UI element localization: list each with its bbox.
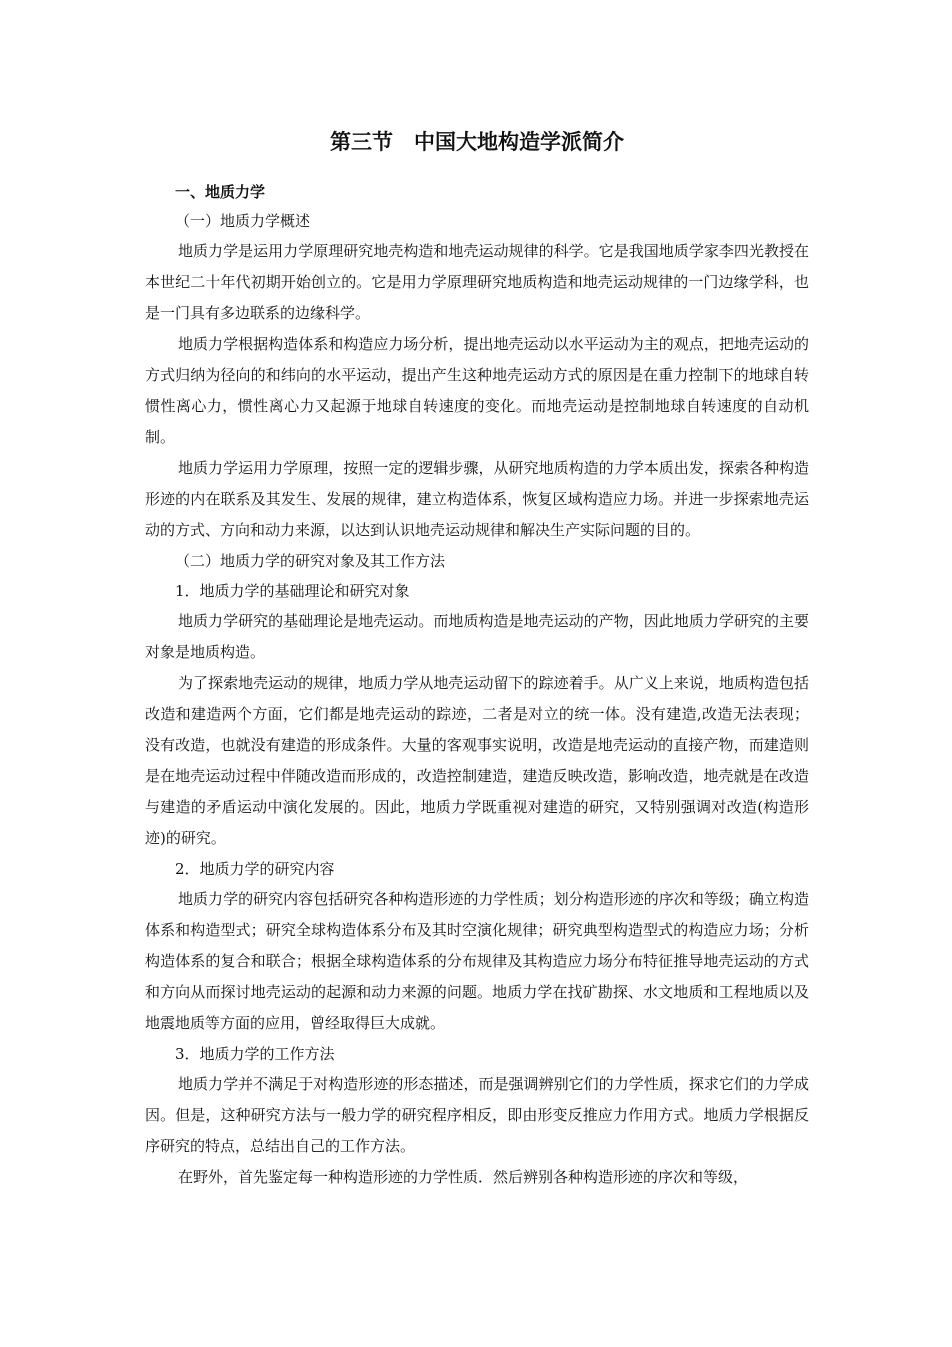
item-heading-2: 2．地质力学的研究内容 — [175, 860, 335, 878]
paragraph-1: 地质力学是运用力学原理研究地壳构造和地壳运动规律的科学。它是我国地质学家李四光教授在本世纪二十年代初期开始创立的。它是用力学原理研究地质构造和地壳运动规律的一门边缘学科，也是一门具有多边联系的边缘科学。 — [145, 242, 809, 322]
paragraph-8: 在野外，首先鉴定每一种构造形迹的力学性质．然后辨别各种构造形迹的序次和等级， — [178, 1168, 749, 1186]
paragraph-5: 为了探索地壳运动的规律，地质力学从地壳运动留下的踪迹着手。从广义上来说，地质构造包括改造和建造两个方面，它们都是地壳运动的踪迹，二者是对立的统一体。没有建造,改造无法表现；没有改造，也就没有建造的形成条件。大量的客观事实说明，改造是地壳运动的直接产物，而建造则是在地壳运动过程中伴随改造而形成的，改造控制建造，建造反映改造，影响改造，地壳就是在改造与建造的矛盾运动中演化发展的。因此，地质力学既重视对建造的研究，又特别强调对改造(构造形迹)的研究。 — [145, 674, 809, 847]
paragraph-6: 地质力学的研究内容包括研究各种构造形迹的力学性质；划分构造形迹的序次和等级；确立构造体系和构造型式；研究全球构造体系分布及其时空演化规律；研究典型构造型式的构造应力场；分析构造体系的复合和联合；根据全球构造体系的分布规律及其构造应力场分布特征推导地壳运动的方式和方向从而探讨地壳运动的起源和动力来源的问题。地质力学在找矿勘探、水文地质和工程地质以及地震地质等方面的应用，曾经取得巨大成就。 — [145, 890, 809, 1032]
section-heading-geomechanics: 一、地质力学 — [175, 183, 266, 201]
document-body — [145, 120, 809, 1193]
item-heading-3: 3．地质力学的工作方法 — [175, 1045, 335, 1063]
paragraph-7: 地质力学并不满足于对构造形迹的形态描述，而是强调辨别它们的力学性质，探求它们的力学成因。但是，这种研究方法与一般力学的研究程序相反，即由形变反推应力作用方式。地质力学根据反序研究的特点，总结出自己的工作方法。 — [145, 1075, 809, 1155]
paragraph-4: 地质力学研究的基础理论是地壳运动。而地质构造是地壳运动的产物，因此地质力学研究的主要对象是地质构造。 — [145, 612, 809, 661]
page-title: 第三节 中国大地构造学派简介 — [330, 129, 624, 154]
subsection-heading-research-objects: （二）地质力学的研究对象及其工作方法 — [175, 552, 446, 570]
subsection-heading-overview: （一）地质力学概述 — [175, 212, 311, 230]
paragraph-3: 地质力学运用力学原理，按照一定的逻辑步骤，从研究地质构造的力学本质出发，探索各种构造形迹的内在联系及其发生、发展的规律，建立构造体系，恢复区域构造应力场。并进一步探索地壳运动的方式、方向和动力来源，以达到认识地壳运动规律和解决生产实际问题的目的。 — [145, 459, 809, 539]
paragraph-2: 地质力学根据构造体系和构造应力场分析，提出地壳运动以水平运动为主的观点，把地壳运动的方式归纳为径向的和纬向的水平运动，提出产生这种地壳运动方式的原因是在重力控制下的地球自转惯性离心力，惯性离心力又起源于地球自转速度的变化。而地壳运动是控制地球自转速度的自动机制。 — [145, 335, 809, 446]
item-heading-1: 1．地质力学的基础理论和研究对象 — [175, 582, 410, 600]
